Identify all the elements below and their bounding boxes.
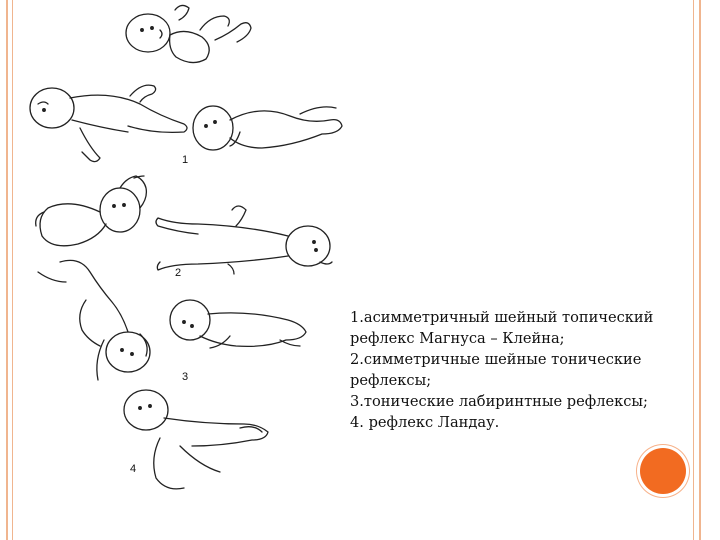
- figure-number-3: 3: [182, 371, 189, 383]
- infant-figure-3b: [170, 300, 306, 348]
- caption-line-1: 1.асимметричный шейный топический: [350, 309, 654, 326]
- caption-line-3: 2.симметричные шейные тонические: [350, 351, 642, 368]
- infant-figure-1b: [193, 106, 342, 150]
- infant-figure-3a: [38, 260, 150, 380]
- figure-number-2: 2: [175, 267, 182, 279]
- infant-figure-1a: [30, 85, 187, 161]
- figure-number-4: 4: [130, 463, 137, 475]
- caption-line-4: рефлексы;: [350, 372, 432, 389]
- infant-figure-2b: [156, 206, 332, 274]
- infant-figure-2a: [36, 176, 147, 246]
- figure-number-1: 1: [182, 154, 189, 166]
- infant-figure-top: [126, 5, 251, 62]
- figure-caption: [350, 307, 695, 433]
- caption-line-5: 3.тонические лабиринтные рефлексы;: [350, 393, 648, 410]
- caption-line-6: 4. рефлекс Ландау.: [350, 414, 500, 431]
- caption-line-2: рефлекс Магнуса – Клейна;: [350, 330, 565, 347]
- infant-figure-4: [124, 390, 268, 489]
